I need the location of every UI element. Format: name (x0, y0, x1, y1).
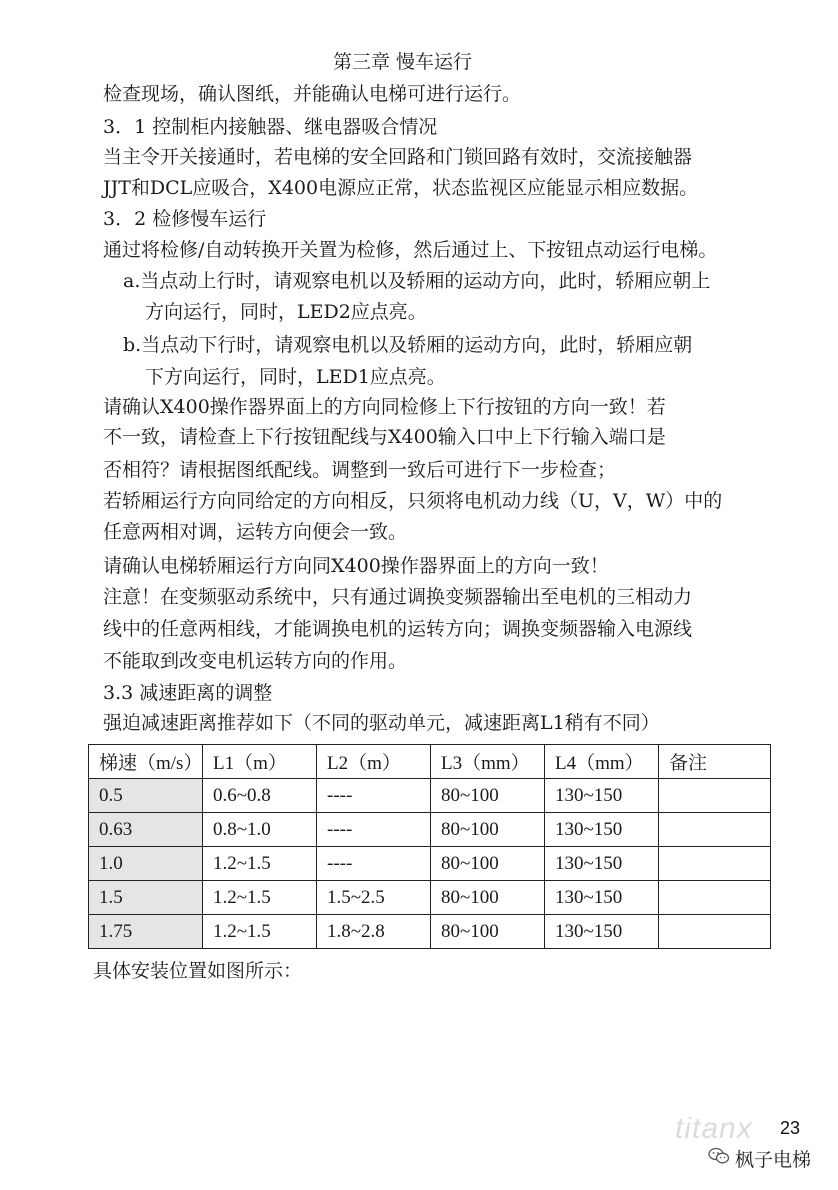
table-header-remarks: 备注 (659, 745, 771, 779)
account-name: 枫子电梯 (735, 1149, 812, 1171)
table-cell-l2: 1.8~2.8 (317, 915, 431, 949)
table-row (89, 915, 771, 949)
table-cell-l1: 1.2~1.5 (203, 915, 317, 949)
body-line-11: 请确认X400操作器界面上的方向同检修上下行按钮的方向一致！若 (103, 396, 666, 418)
table-cell-remarks (659, 847, 771, 881)
table-cell-l2: ---- (317, 847, 431, 881)
titanx-watermark: titanx (675, 1112, 753, 1145)
table-header-l4: L4（mm） (545, 745, 659, 779)
table-cell-l4: 130~150 (545, 915, 659, 949)
table-header-speed: 梯速（m/s） (89, 745, 203, 779)
table-cell-l1: 1.2~1.5 (203, 881, 317, 915)
table-header-row (89, 745, 771, 779)
table-cell-l1: 0.6~0.8 (203, 779, 317, 813)
table-cell-remarks (659, 813, 771, 847)
table-row (89, 813, 771, 847)
body-line-15: 任意两相对调，运转方向便会一致。 (103, 521, 408, 543)
table-header-l1: L1（m） (203, 745, 317, 779)
table-cell-l4: 130~150 (545, 881, 659, 915)
table-cell-l2: ---- (317, 779, 431, 813)
list-item-a: a.当点动上行时，请观察电机以及轿厢的运动方向，此时，轿厢应朝上 (123, 270, 711, 292)
table-cell-l4: 130~150 (545, 813, 659, 847)
table-cell-l4: 130~150 (545, 779, 659, 813)
table-cell-remarks (659, 779, 771, 813)
table-cell-speed: 0.63 (89, 813, 203, 847)
table-cell-l3: 80~100 (431, 847, 545, 881)
body-line-4: JJT和DCL应吸合，X400电源应正常，状态监视区应能显示相应数据。 (103, 177, 699, 199)
table-cell-speed: 0.5 (89, 779, 203, 813)
table-cell-speed: 1.0 (89, 847, 203, 881)
table-cell-remarks (659, 881, 771, 915)
table-header-l2: L2（m） (317, 745, 431, 779)
table-row (89, 881, 771, 915)
body-line-6: 通过将检修/自动转换开关置为检修，然后通过上、下按钮点动运行电梯。 (103, 239, 718, 261)
table-cell-speed: 1.75 (89, 915, 203, 949)
page-title: 第三章 慢车运行 (333, 51, 473, 73)
body-line-13: 否相符？请根据图纸配线。调整到一致后可进行下一步检查； (103, 459, 617, 481)
body-line-1: 检查现场，确认图纸，并能确认电梯可进行运行。 (103, 83, 522, 105)
body-line-14: 若轿厢运行方向同给定的方向相反，只须将电机动力线（U，V，W）中的 (103, 490, 723, 512)
table-cell-l3: 80~100 (431, 881, 545, 915)
table-cell-l1: 0.8~1.0 (203, 813, 317, 847)
table-row (89, 847, 771, 881)
table-row (89, 779, 771, 813)
table-cell-speed: 1.5 (89, 881, 203, 915)
table-cell-l3: 80~100 (431, 779, 545, 813)
body-line-21: 强迫减速距离推荐如下（不同的驱动单元，减速距离L1稍有不同） (103, 712, 660, 734)
list-item-b: b.当点动下行时，请观察电机以及轿厢的运动方向，此时，轿厢应朝 (123, 334, 693, 356)
body-line-18: 线中的任意两相线，才能调换电机的运转方向；调换变频器输入电源线 (103, 618, 693, 640)
table-cell-remarks (659, 915, 771, 949)
table-header-l3: L3（mm） (431, 745, 545, 779)
table-cell-l1: 1.2~1.5 (203, 847, 317, 881)
deceleration-distance-table-wrap (88, 744, 770, 949)
section-heading-3-2: 3．2 检修慢车运行 (103, 208, 267, 230)
body-line-19: 不能取到改变电机运转方向的作用。 (103, 650, 408, 672)
section-heading-3-1: 3．1 控制柜内接触器、继电器吸合情况 (103, 116, 438, 138)
table-cell-l4: 130~150 (545, 847, 659, 881)
body-line-12: 不一致，请检查上下行按钮配线与X400输入口中上下行输入端口是 (103, 426, 666, 448)
table-cell-l3: 80~100 (431, 813, 545, 847)
page-number: 23 (780, 1118, 801, 1138)
body-line-3: 当主令开关接通时，若电梯的安全回路和门锁回路有效时，交流接触器 (103, 146, 693, 168)
table-cell-l3: 80~100 (431, 915, 545, 949)
body-line-17: 注意！在变频驱动系统中，只有通过调换变频器输出至电机的三相动力 (103, 586, 693, 608)
section-heading-3-3: 3.3 减速距离的调整 (103, 682, 273, 704)
wechat-icon (708, 1147, 730, 1165)
list-item-b-cont: 下方向运行，同时，LED1应点亮。 (145, 366, 446, 388)
table-cell-l2: ---- (317, 813, 431, 847)
body-line-16: 请确认电梯轿厢运行方向同X400操作器界面上的方向一致！ (103, 555, 609, 577)
deceleration-distance-table (88, 744, 771, 949)
table-cell-l2: 1.5~2.5 (317, 881, 431, 915)
list-item-a-cont: 方向运行，同时，LED2应点亮。 (145, 301, 427, 323)
after-table-note: 具体安装位置如图所示： (93, 960, 303, 982)
